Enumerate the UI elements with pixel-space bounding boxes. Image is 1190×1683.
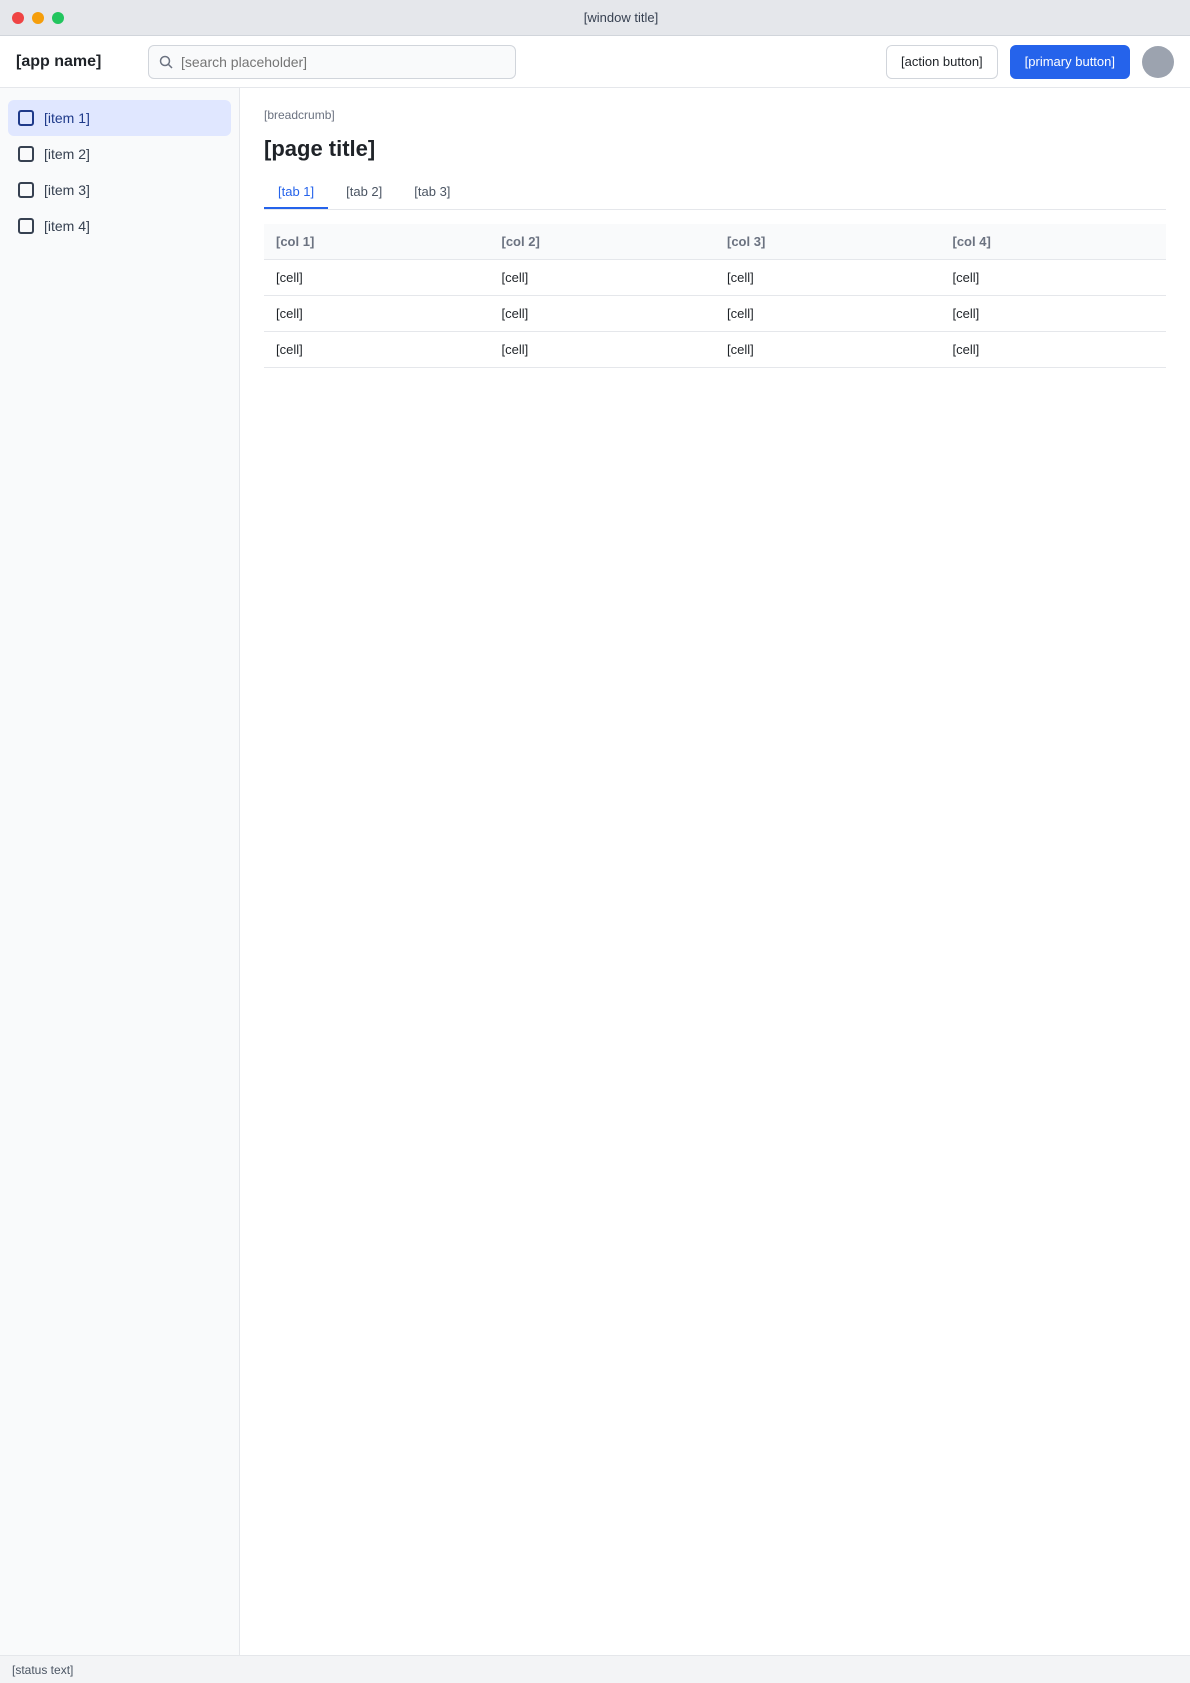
tab-1[interactable]: [tab 1] (264, 176, 328, 209)
search-box[interactable] (148, 45, 516, 79)
table-cell: [cell] (715, 332, 941, 368)
minimize-window-icon[interactable] (32, 12, 44, 24)
search-icon (159, 55, 173, 69)
window-controls (12, 12, 64, 24)
table-cell: [cell] (941, 296, 1167, 332)
table-cell: [cell] (264, 260, 490, 296)
folder-icon (18, 146, 34, 162)
breadcrumb[interactable]: [breadcrumb] (264, 108, 335, 122)
main-panel (240, 88, 1190, 1655)
title-bar (0, 0, 1190, 36)
window-title: [window title] (583, 10, 659, 25)
toolbar (0, 36, 1190, 88)
tab-3[interactable]: [tab 3] (414, 184, 451, 199)
sidebar-item-label: [item 4] (44, 218, 90, 234)
table-cell: [cell] (490, 296, 716, 332)
app-name: [app name] (16, 52, 102, 70)
table-cell: [cell] (264, 296, 490, 332)
sidebar-item-4[interactable] (8, 208, 231, 244)
maximize-window-icon[interactable] (52, 12, 64, 24)
tab-2[interactable]: [tab 2] (346, 184, 383, 199)
page-title: [page title] (264, 136, 376, 161)
column-header[interactable]: [col 4] (941, 224, 1167, 260)
table-cell: [cell] (715, 260, 941, 296)
sidebar-item-label: [item 1] (44, 110, 90, 126)
close-window-icon[interactable] (12, 12, 24, 24)
table-cell: [cell] (715, 296, 941, 332)
home-icon (18, 110, 34, 126)
content-area (0, 88, 1190, 1655)
table-header-row (264, 224, 1166, 260)
avatar[interactable] (1142, 46, 1174, 78)
table-cell: [cell] (264, 332, 490, 368)
column-header[interactable]: [col 1] (264, 224, 490, 260)
data-table (264, 224, 1166, 368)
column-header[interactable]: [col 2] (490, 224, 716, 260)
table-row[interactable] (264, 260, 1166, 296)
tab-bar (264, 176, 1166, 210)
sidebar-item-1[interactable] (8, 100, 231, 136)
table-row[interactable] (264, 296, 1166, 332)
action-button[interactable]: [action button] (886, 45, 998, 79)
sidebar-item-label: [item 3] (44, 182, 90, 198)
search-input[interactable] (181, 54, 505, 70)
sidebar (0, 88, 240, 1655)
primary-button[interactable]: [primary button] (1010, 45, 1130, 79)
users-icon (18, 182, 34, 198)
sidebar-item-label: [item 2] (44, 146, 90, 162)
status-text: [status text] (12, 1662, 74, 1677)
table-row[interactable] (264, 332, 1166, 368)
column-header[interactable]: [col 3] (715, 224, 941, 260)
gear-icon (18, 218, 34, 234)
table-cell: [cell] (490, 260, 716, 296)
table-cell: [cell] (941, 332, 1167, 368)
status-bar (0, 1655, 1190, 1683)
table-cell: [cell] (941, 260, 1167, 296)
sidebar-item-2[interactable] (8, 136, 231, 172)
sidebar-item-3[interactable] (8, 172, 231, 208)
table-cell: [cell] (490, 332, 716, 368)
